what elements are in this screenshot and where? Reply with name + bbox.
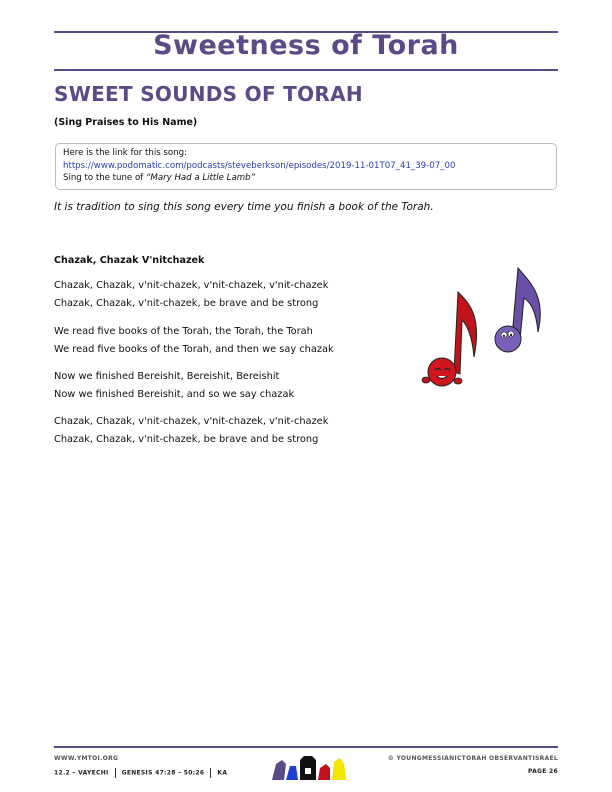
verse-3 [54, 368, 294, 404]
verse-2 [54, 323, 334, 359]
lyric-line: Now we finished Bereishit, Bereishit, Bereishit [54, 371, 280, 382]
lyric-line: Chazak, Chazak, v'nit-chazek, be brave and be strong [54, 434, 319, 445]
divider [115, 768, 116, 778]
section-subtitle: (Sing Praises to His Name) [54, 117, 198, 128]
footer-reference: GENESIS 47:28 – 50:26 [121, 769, 205, 777]
verse-4 [54, 413, 328, 449]
lyric-line: We read five books of the Torah, the Torah, the Torah [54, 326, 313, 337]
footer-website[interactable]: WWW.YMTOI.ORG [54, 755, 119, 762]
lyric-line: We read five books of the Torah, and then we say chazak [54, 344, 334, 355]
tune-name: “Mary Had a Little Lamb” [145, 173, 256, 183]
tune-prefix: Sing to the tune of [63, 173, 146, 183]
footer-lesson-info [54, 768, 227, 778]
footer-rule [54, 746, 558, 748]
lyric-line: Chazak, Chazak, v'nit-chazek, v'nit-chazek, v'nit-chazek [54, 280, 329, 291]
page-number: PAGE 26 [527, 768, 558, 775]
purple-music-note-icon [495, 268, 540, 352]
ymtoi-logo-icon [268, 752, 350, 782]
tune-line [63, 172, 549, 185]
page-title: Sweetness of Torah [153, 30, 459, 61]
link-intro: Here is the link for this song: [63, 148, 187, 158]
footer-copyright: © YOUNGMESSIANICTORAH OBSERVANTISRAEL [387, 755, 558, 762]
song-title: Chazak, Chazak V'nitchazek [54, 255, 205, 266]
divider [210, 768, 211, 778]
verse-1 [54, 277, 328, 313]
red-music-note-icon [422, 292, 477, 386]
section-title: SWEET SOUNDS OF TORAH [54, 82, 363, 106]
song-link[interactable]: https://www.podomatic.com/podcasts/steveberkson/episodes/2019-11-01T07_41_39-07_00 [63, 160, 456, 171]
lyric-line: Now we finished Bereishit, and so we say chazak [54, 389, 295, 400]
footer-lesson: 12.2 – VAYECHI [54, 769, 109, 777]
lyric-line: Chazak, Chazak, v'nit-chazek, v'nit-chazek, v'nit-chazek [54, 416, 329, 427]
song-info-box [55, 143, 557, 190]
lyric-line: Chazak, Chazak, v'nit-chazek, be brave and be strong [54, 298, 319, 309]
footer-level: KA [217, 769, 228, 777]
music-notes-illustration [408, 262, 558, 392]
title-bottom-rule [54, 69, 558, 71]
tradition-note: It is tradition to sing this song every time you finish a book of the Torah. [54, 201, 434, 213]
